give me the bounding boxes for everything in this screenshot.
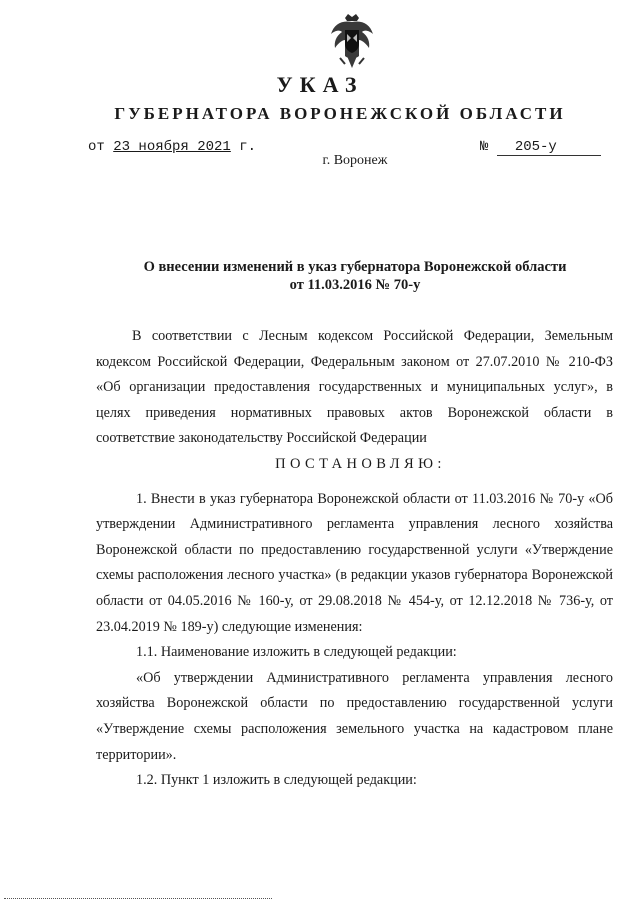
item-1-1-text-paragraph: «Об утверждении Административного регламента управления лесного хозяйства Воронежской области по предоставлению государственной услуги «Утверждение схемы расположения земельного участка на кадастровом плане территории».	[96, 669, 613, 763]
heading-line-2: от 11.03.2016 № 70-у	[289, 277, 421, 293]
date-suffix: г.	[239, 139, 257, 155]
document-body	[96, 324, 613, 794]
preamble-paragraph: В соответствии с Лесным кодексом Российской Федерации, Земельным кодексом Российской Федерации, Федеральным законом от 27.07.2010 № 210-ФЗ «Об организации предоставления государственных и муниципальных услуг», в целях приведения нормативных правовых актов Воронежской области в соответствие законодательству Российской Федерации	[96, 328, 613, 447]
footer-divider	[4, 898, 272, 899]
heading-line-1: О внесении изменений в указ губернатора Воронежской области	[143, 259, 567, 275]
date-value: 23 ноября 2021	[113, 139, 231, 155]
date-prefix: от	[88, 139, 105, 155]
city: г. Воронеж	[322, 153, 388, 168]
item-1-1-paragraph: 1.1. Наименование изложить в следующей редакции:	[136, 644, 457, 661]
item-1-2-paragraph: 1.2. Пункт 1 изложить в следующей редакции:	[136, 772, 417, 789]
coat-of-arms-icon	[328, 12, 376, 70]
document-heading	[100, 258, 610, 294]
document-subtitle: ГУБЕРНАТОРА ВОРОНЕЖСКОЙ ОБЛАСТИ	[114, 104, 566, 123]
document-title: УКАЗ	[276, 72, 364, 97]
number-prefix: №	[480, 139, 489, 155]
number-value: 205-у	[514, 139, 557, 155]
item-1-paragraph: 1. Внести в указ губернатора Воронежской области от 11.03.2016 № 70-у «Об утверждении Административного регламента управления лесного хозяйства Воронежской области по предоставлению государственной услуги «Утверждение схемы расположения лесного участка» (в редакции указов губернатора Воронежской области от 04.05.2016 № 160-у, от 29.08.2018 № 454-у, от 12.12.2018 № 736-у, от 23.04.2019 № 189-у) следующие изменения:	[96, 490, 613, 635]
decree-word: ПОСТАНОВЛЯЮ:	[275, 455, 446, 472]
